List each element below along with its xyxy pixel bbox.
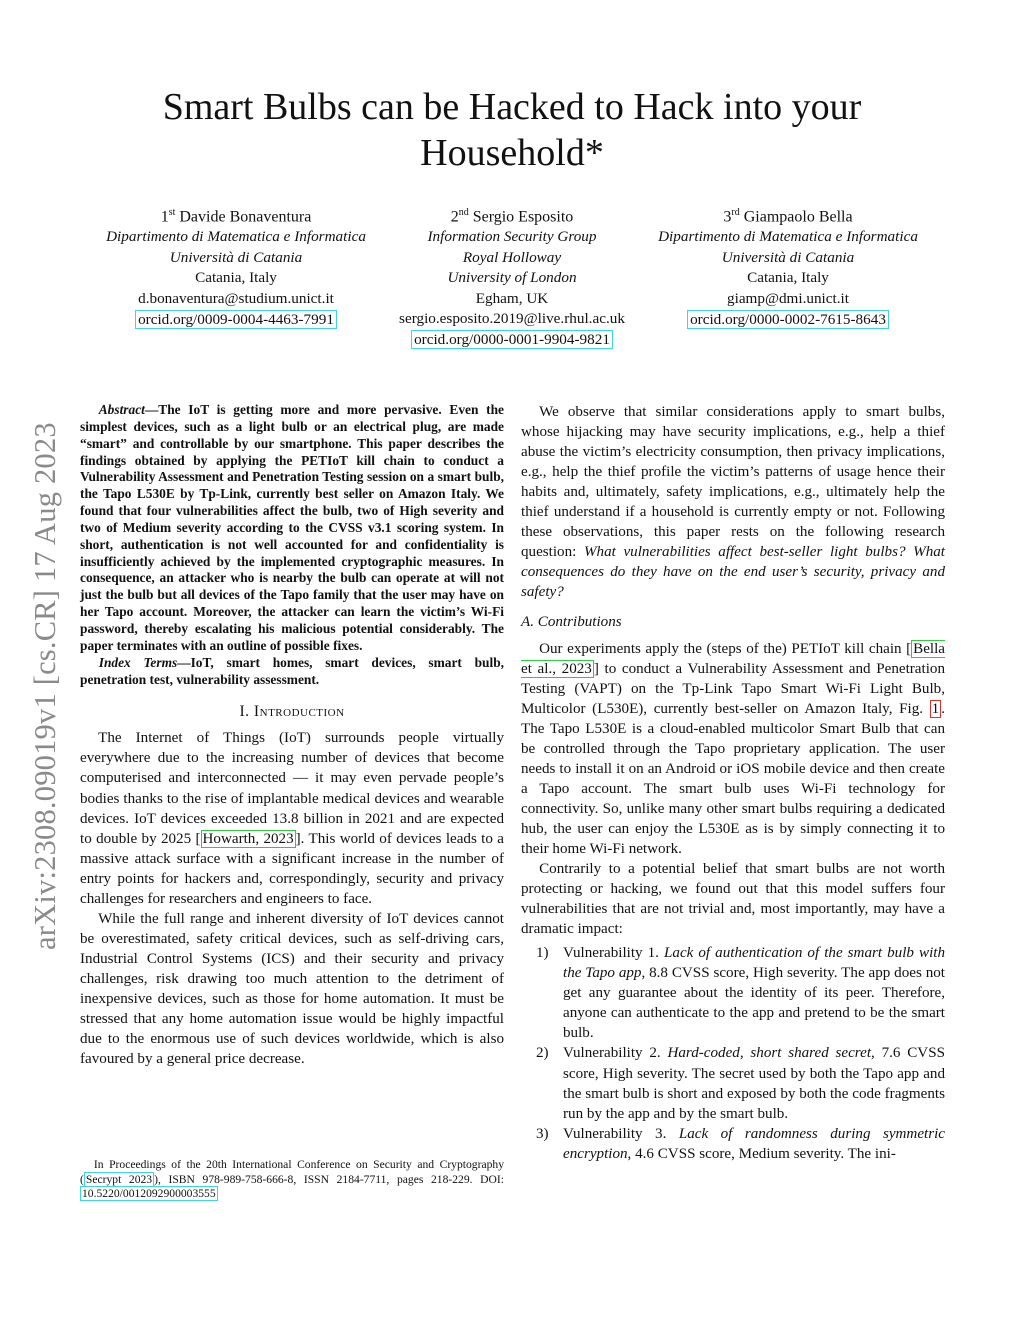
author-block-3: [632, 202, 944, 330]
list-item: 3) Vulnerability 3. Lack of randomness during symmetric encryption, 4.6 CVSS score, Medium severity. The ini-: [536, 1125, 945, 1162]
author-affiliation: Dipartimento di Matematica e Informatica: [106, 228, 366, 246]
citation-howarth[interactable]: Howarth, 2023: [202, 830, 294, 847]
abstract: [80, 402, 504, 688]
author-affiliation: Dipartimento di Matematica e Informatica: [658, 228, 918, 246]
author-affiliation: University of London: [447, 269, 577, 287]
vulnerability-list: [521, 943, 945, 1164]
orcid-link[interactable]: orcid.org/0009-0004-4463-7991: [135, 310, 337, 329]
title-line-2: Household*: [420, 132, 604, 174]
author-block-2: [370, 202, 654, 351]
intro-paragraph-2: While the full range and inherent diversity of IoT devices cannot be overestimated, safety critical devices, such as self-driving cars, Industrial Control Systems (ICS) and their security and privacy challenges, risk drawing too much attention to the detriment of inexpensive devices, such as those for home automation. It must be stressed that any home automation issue would be highly impactful due to the enormous use of such devices worldwide, which is also favoured by a general price decrease.: [80, 910, 504, 1068]
contributions-paragraph: Our experiments apply the (steps of the) PETIoT kill chain [ Bella et al., 2023 ] to conduct a Vulnerability Assessment and Penetration Testing (VAPT) on the Tp-Link Tapo Smart Wi-Fi Light Bulb, Multicolor (L530E), currently best-seller on Amazon Italy, Fig. 1 . The Tapo L530E is a cloud-enabled multicolor Smart Bulb that can be controlled through the Tapo proprietary application. The user needs to install it on an Android or iOS mobile device and then create a Tapo account. The smart bulb uses Wi-Fi technology for connectivity. So, unlike many other smart bulbs requiring a dedicated hub, the user can enjoy the L530E as is by simply connecting it to their home Wi-Fi network.: [521, 640, 945, 857]
section-heading-introduction: I. Introduction: [239, 703, 345, 721]
author-name: 2nd Sergio Esposito: [450, 207, 574, 226]
vulnerabilities-intro-paragraph: Contrarily to a potential belief that smart bulbs are not worth protecting or hacking, we found out that this model suffers four vulnerabilities that are not trivial and, most importantly, may have a dramatic impact:: [521, 861, 945, 938]
author-affiliation: Università di Catania: [721, 248, 855, 266]
right-paragraph-1: We observe that similar considerations apply to smart bulbs, whose hijacking may have security implications, e.g., help a thief abuse the victim’s electricity consumption, then privacy implications, e.g., help the thief profile the victim’s patterns of usage hence their habits and, ultimately, safety implications, e.g., ultimately help the thief understand if a household is currently empty or not. Following these observations, this paper rests on the following research question: What vulnerabilities affect best-seller light bulbs? What consequences do they have on the end user’s security, privacy and safety?: [521, 404, 945, 601]
abstract-label: Abstract: [98, 402, 145, 417]
right-column: [521, 402, 945, 1164]
author-location: Catania, Italy: [747, 269, 829, 287]
author-email[interactable]: d.bonaventura@studium.unict.it: [138, 289, 334, 307]
orcid-link[interactable]: orcid.org/0000-0001-9904-9821: [411, 330, 613, 349]
index-terms-text: —IoT, smart homes, smart devices, smart bulb, penetration test, vulnerability assessment.: [80, 654, 504, 687]
author-name: 1st Davide Bonaventura: [160, 207, 312, 226]
footnote: In Proceedings of the 20th International Conference on Security and Cryptography ( Secrypt 2023 ), ISBN 978-989-758-666-8, ISSN 2184-7711, pages 218-229. DOI: 10.5220/0012092900003555: [80, 1158, 504, 1201]
author-name: 3rd Giampaolo Bella: [723, 207, 853, 226]
author-location: Catania, Italy: [195, 269, 277, 287]
author-affiliation: Information Security Group: [427, 228, 597, 246]
index-terms-label: Index Terms: [98, 654, 178, 670]
subsection-heading-contributions: A. Contributions: [521, 614, 622, 631]
abstract-text: —The IoT is getting more and more pervasive. Even the simplest devices, such as a light bulb or an electrical plug, are made “smart” and controllable by our smartphone. This paper describes the findings obtained by applying the PETIoT kill chain to conduct a Vulnerability Assessment and Penetration Testing session on a smart bulb, the Tapo L530E by Tp-Link, currently best seller on Amazon Italy. We found that four vulnerabilities affect the bulb, two of High severity and two of Medium severity according to the CVSS v3.1 scoring system. In short, authentication is not well accounted for and confidentiality is insufficiently achieved by the implemented cryptographic measures. In consequence, an attacker who is nearby the bulb can operate at will not just the bulb but all devices of the Tapo family that the user may have on her Tapo account. Moreover, the attacker can learn the victim’s Wi-Fi password, thereby escalating his malicious potential considerably. The paper terminates with an outline of possible fixes.: [80, 402, 504, 653]
arxiv-stamp: arXiv:2308.09019v1 [cs.CR] 17 Aug 2023: [28, 422, 62, 950]
citation-bella[interactable]: Bella et al., 2023: [521, 640, 945, 677]
orcid-link[interactable]: orcid.org/0000-0002-7615-8643: [687, 310, 889, 329]
conference-link[interactable]: Secrypt 2023: [85, 1172, 153, 1186]
list-item: 1) Vulnerability 1. Lack of authentication of the smart bulb with the Tapo app, 8.8 CVSS score, High severity. The app does not get any guarantee about the identity of its peer. Therefore, anyone can authenticate to the app and pretend to be the smart bulb.: [536, 945, 946, 1042]
author-affiliation: Università di Catania: [169, 248, 303, 266]
list-item: 2) Vulnerability 2. Hard-coded, short shared secret, 7.6 CVSS score, High severity. The secret used by both the Tapo app and the smart bulb is short and exposed by both the code fragments run by the app and by the smart bulb.: [536, 1045, 945, 1122]
research-question: What vulnerabilities affect best-seller light bulbs? What consequences do they have on the end user’s security, privacy and safety?: [521, 544, 945, 601]
author-email[interactable]: giamp@dmi.unict.it: [727, 289, 849, 307]
doi-link[interactable]: 10.5220/0012092900003555: [82, 1187, 216, 1201]
paper-title: [100, 84, 924, 176]
author-location: Egham, UK: [475, 289, 549, 307]
author-affiliation: Royal Holloway: [462, 248, 562, 266]
intro-paragraph-1: The Internet of Things (IoT) surrounds people virtually everywhere due to the increasing number of devices that become computerised and interconnected — it may even pervade people’s bodies thanks to the rise of implantable medical devices and wearable devices. IoT devices exceeded 13.8 billion in 2021 and are expected to double by 2025 [ Howarth, 2023 ]. This world of devices leads to a massive attack surface with a significant increase in the number of entry points for hackers and, correspondingly, security and privacy challenges for researchers and engineers to face.: [80, 730, 504, 907]
left-column: [80, 402, 504, 1069]
figure-ref-1[interactable]: 1: [931, 700, 940, 717]
author-email[interactable]: sergio.esposito.2019@live.rhul.ac.uk: [399, 309, 625, 327]
title-line-1: Smart Bulbs can be Hacked to Hack into your: [162, 86, 862, 128]
author-block-1: [80, 202, 392, 330]
